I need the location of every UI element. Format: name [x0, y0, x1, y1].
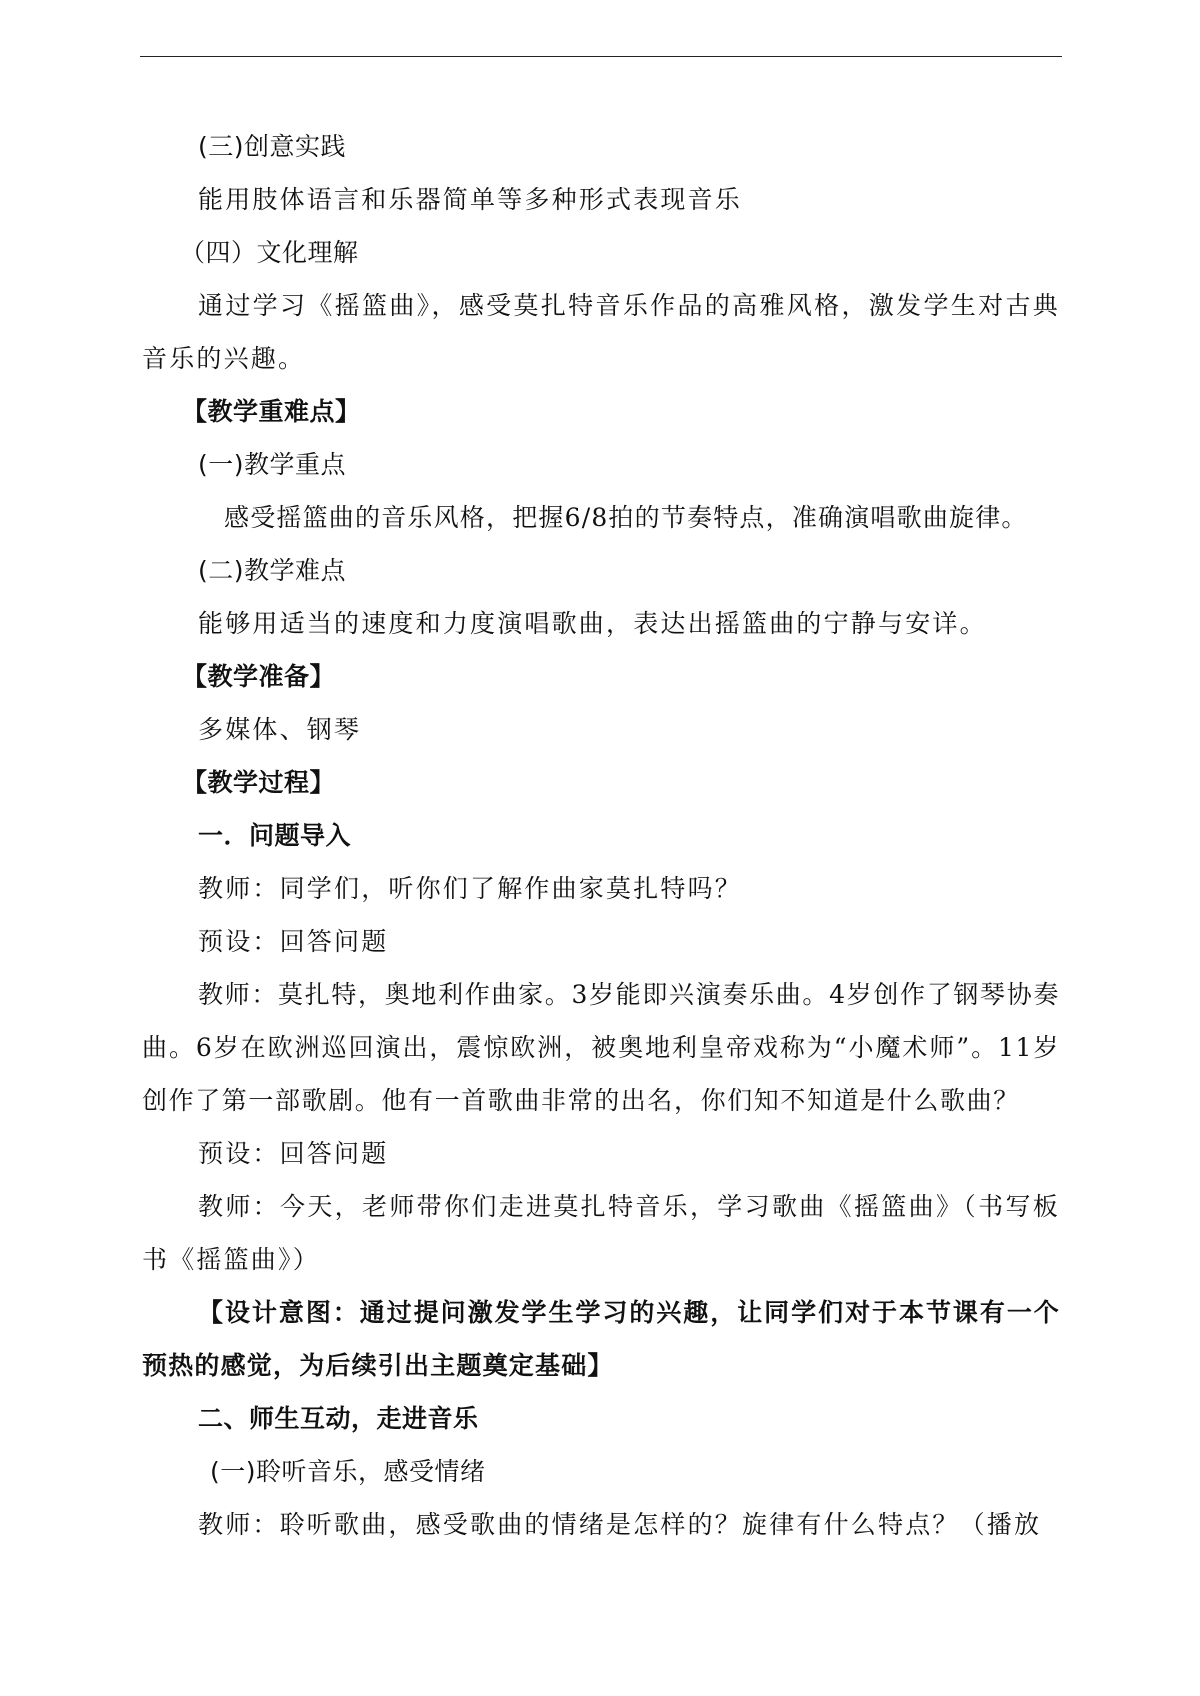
section-heading-process: 【教学过程】: [182, 768, 336, 797]
paragraph: 教师：莫扎特，奥地利作曲家。3岁能即兴演奏乐曲。4岁创作了钢琴协奏曲。6岁在欧洲巡回演出，震惊欧洲，被奥地利皇帝戏称为“小魔术师”。11岁创作了第一部歌剧。他有一首歌曲非常的出名，你们知不知道是什么歌曲？: [142, 980, 1060, 1115]
paragraph: 教师：同学们，听你们了解作曲家莫扎特吗？: [198, 874, 743, 903]
paragraph: 预设：回答问题: [198, 1139, 389, 1168]
paragraph: 通过学习《摇篮曲》，感受莫扎特音乐作品的高雅风格，激发学生对古典音乐的兴趣。: [142, 291, 1060, 373]
subheading-teaching-difficulty: (二)教学难点: [198, 556, 347, 585]
subheading-listen-music: (一)聆听音乐，感受情绪: [210, 1457, 486, 1486]
paragraph: 能够用适当的速度和力度演唱歌曲，表达出摇篮曲的宁静与安详。: [198, 609, 987, 638]
section-heading-key-points: 【教学重难点】: [182, 397, 361, 426]
paragraph: 预设：回答问题: [198, 927, 389, 956]
paragraph: 教师：今天，老师带你们走进莫扎特音乐，学习歌曲《摇篮曲》（书写板书《摇篮曲》）: [142, 1192, 1060, 1274]
paragraph: 感受摇篮曲的音乐风格，把握6/8拍的节奏特点，准确演唱歌曲旋律。: [224, 503, 1028, 532]
section-heading-preparation: 【教学准备】: [182, 662, 336, 691]
subheading-cultural-understanding: （四）文化理解: [180, 238, 359, 267]
design-intent-note: 【设计意图：通过提问激发学生学习的兴趣，让同学们对于本节课有一个预热的感觉，为后续引出主题奠定基础】: [142, 1298, 1060, 1380]
document-body: [142, 120, 1060, 1551]
subheading-question-intro: 一．问题导入: [198, 821, 352, 850]
subheading-interaction: 二、师生互动，走进音乐: [198, 1404, 479, 1433]
paragraph: 能用肢体语言和乐器简单等多种形式表现音乐: [198, 185, 743, 214]
header-rule: [140, 56, 1062, 57]
subheading-creative-practice: (三)创意实践: [198, 132, 347, 161]
paragraph: 多媒体、钢琴: [198, 715, 362, 744]
paragraph: 教师：聆听歌曲，感受歌曲的情绪是怎样的？旋律有什么特点？（播放: [198, 1510, 1042, 1539]
subheading-teaching-focus: (一)教学重点: [198, 450, 347, 479]
